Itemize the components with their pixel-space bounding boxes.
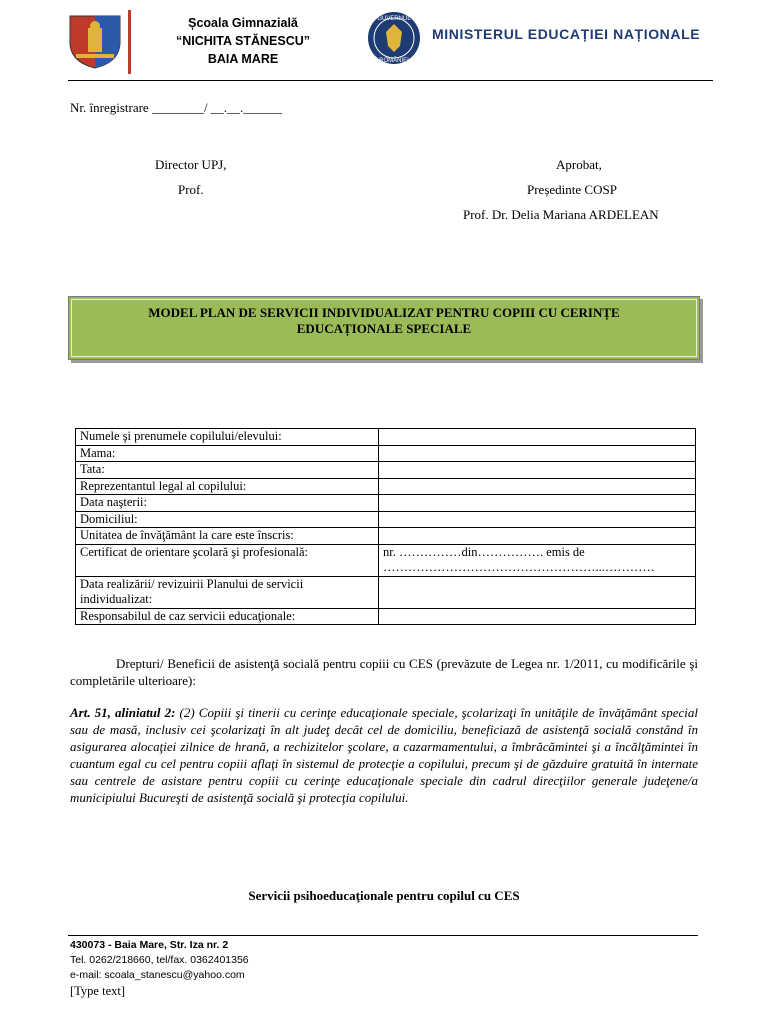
article-reference: Art. 51, aliniatul 2: [70,705,176,720]
seal-text-top: GUVERNUL [377,16,411,22]
school-name [158,14,328,68]
approval-label: Aprobat, [556,157,602,172]
field-label: Numele şi prenumele copilului/elevului: [76,429,379,446]
field-value[interactable] [379,429,696,446]
field-value[interactable]: nr. ……………din……………. emis de ……………………………………………...………… [379,544,696,576]
crest-divider [128,10,131,74]
field-value[interactable] [379,495,696,512]
document-title [69,305,699,337]
document-title-line2: EDUCAȚIONALE SPECIALE [296,321,472,336]
field-value[interactable] [379,511,696,528]
table-row [76,511,696,528]
field-value[interactable] [379,462,696,479]
field-label: Tata: [76,462,379,479]
school-name-line2: “NICHITA STĂNESCU” [175,34,311,48]
field-value[interactable] [379,608,696,625]
document-title-banner [68,296,700,360]
seal-text-bottom: ROMÂNIEI [379,58,409,64]
document-title-line1: MODEL PLAN DE SERVICII INDIVIDUALIZAT PENTRU COPIII CU CERINȚE [148,305,620,320]
benefits-intro-paragraph: Drepturi/ Beneficii de asistenţă socială pentru copiii cu CES (prevăzute de Legea nr. 1/2011, cu modificările şi completările ulterioare): [70,656,698,688]
approval-role: Președinte COSP [527,182,617,197]
table-row [76,544,696,576]
field-label: Unitatea de învăţământ la care este înscris: [76,528,379,545]
field-label: Data naşterii: [76,495,379,512]
table-row [76,576,696,608]
footer-placeholder: [Type text] [70,984,126,998]
field-label: Mama: [76,445,379,462]
table-row [76,528,696,545]
table-row [76,462,696,479]
field-label: Data realizării/ revizuirii Planului de servicii individualizat: [76,576,379,608]
county-crest-logo [66,12,124,70]
school-name-line3: BAIA MARE [207,52,279,66]
approval-name: Prof. Dr. Delia Mariana ARDELEAN [463,207,659,222]
footer-email: e-mail: scoala_stanescu@yahoo.com [70,969,245,981]
field-value[interactable] [379,528,696,545]
field-value[interactable] [379,576,696,608]
child-info-table [75,428,696,625]
field-label: Responsabilul de caz servicii educaţionale: [76,608,379,625]
director-title: Director UPJ, [155,157,227,172]
table-row [76,429,696,446]
article-paragraph [70,704,698,806]
section-title: Servicii psihoeducaţionale pentru copilul cu CES [248,888,520,903]
registration-number: Nr. înregistrare ________/ __.__.______ [70,100,283,115]
table-row [76,445,696,462]
school-name-line1: Școala Gimnazială [188,16,298,30]
field-value[interactable] [379,478,696,495]
footer-phone: Tel. 0262/218660, tel/fax. 0362401356 [70,954,249,966]
table-row [76,495,696,512]
table-row [76,608,696,625]
director-prof: Prof. [178,182,204,197]
field-label: Reprezentantul legal al copilului: [76,478,379,495]
government-seal-logo [366,10,422,66]
header-divider [68,80,713,81]
field-label: Domiciliul: [76,511,379,528]
footer-address: 430073 - Baia Mare, Str. Iza nr. 2 [70,939,229,951]
ministry-name: MINISTERUL EDUCAȚIEI NAȚIONALE [432,26,701,42]
article-text: (2) Copiii şi tinerii cu cerinţe educaţionale speciale, şcolarizaţi în unităţile de învăţământ special sau de masă, inclusiv cei şcolarizaţi în alt judeţ decât cel de domiciliu, beneficiază de asistenţă socială constând în asigurarea alocaţiei zilnice de hrană, a rechizitelor şcolare, a cazarmamentului, a îmbrăcămintei şi a încălţămintei în cuantum egal cu cel pentru copiii aflaţi în sistemul de protecţie a copilului, precum şi de găzduire gratuită în internate sau centrele de asistare pentru copiii cu cerinţe educaţionale speciale din cadrul direcţiilor generale judeţene/a municipiului Bucureşti de asistenţă socială şi protecţia copilului. [70,705,698,805]
footer-divider [68,935,698,936]
table-row [76,478,696,495]
field-value[interactable] [379,445,696,462]
field-label: Certificat de orientare şcolară şi profesională: [76,544,379,576]
